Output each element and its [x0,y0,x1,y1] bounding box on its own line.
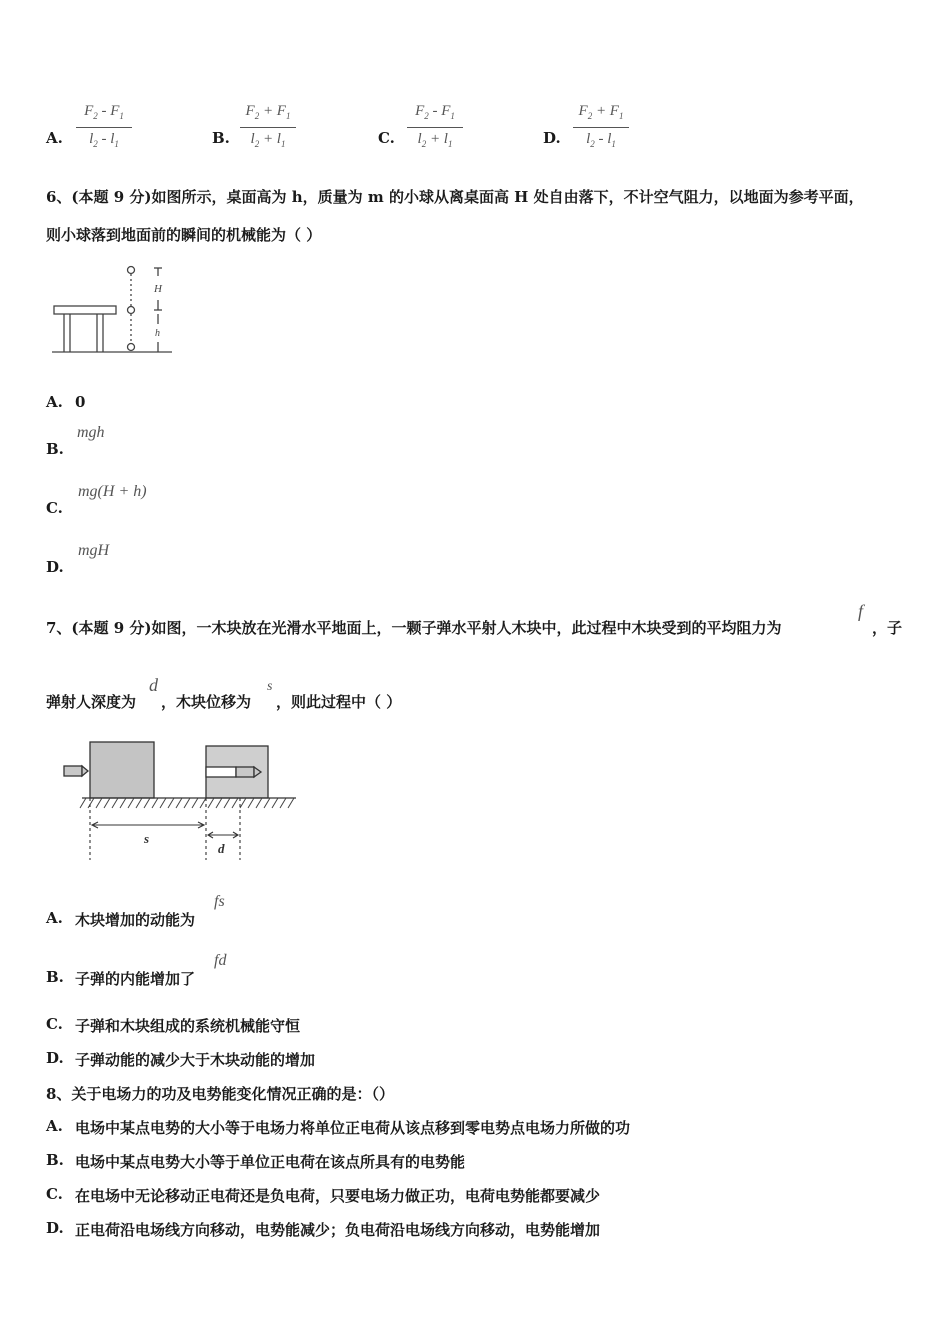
q6-figure-label-H: H [154,283,162,295]
q6-stem-line2: 则小球落到地面前的瞬间的机械能为（ ） [46,226,322,244]
q7-stem-line1: 7、(本题 9 分)如图，一木块放在光滑水平地面上，一颗子弹水平射人木块中，此过程中木块受到的平均阻力为 [46,619,782,637]
q6-figure-table-top [54,306,116,314]
q8-stem: 8、关于电场力的功及电势能变化情况正确的是：（） [46,1085,394,1103]
q6-option-b-label: B. [46,440,64,458]
q5-option-c-numerator: $F_2 - F_1$ [415,103,455,121]
q7-figure-bullet-embedded [236,767,254,777]
q5-option-d-label: D. [543,129,561,147]
q8-option-c-label: C. [46,1185,63,1203]
q6-option-c-label: C. [46,499,63,517]
q5-option-d-fraction [571,102,631,153]
q7-option-a-math: fs [214,893,225,910]
q7-symbol-f: f [858,601,864,621]
q5-option-a-numerator: $F_2 - F_1$ [84,103,124,121]
q6-figure-label-h: h [155,328,160,339]
q6-option-a-text: 0 [75,393,86,411]
q6-figure-table-ball [48,262,174,356]
q7-symbol-d: d [149,675,158,695]
q7-option-b-label: B. [46,968,64,986]
q7-option-a-label: A. [46,909,63,927]
q5-option-c-denominator: $l_2 + l_1$ [417,131,453,149]
q7-option-b-math: fd [214,952,227,969]
q5-option-d-fraction-bar [573,127,629,128]
q6-figure-ball-middle [128,307,135,314]
q5-option-a-denominator: $l_2 - l_1$ [89,131,119,149]
q5-option-b-label: B. [212,129,230,147]
q7-stem-line1-end: ，子 [872,619,903,637]
q7-figure-bullet-block [58,736,302,864]
q6-figure-ball-bottom [128,344,135,351]
q6-stem-line1: 6、(本题 9 分)如图所示，桌面高为 h，质量为 m 的小球从离桌面高 H 处自由落下，不计空气阻力，以地面为参考平面， [46,188,864,206]
q5-option-d-numerator: $F_2 + F_1$ [578,103,624,121]
q7-figure-label-s: s [144,831,150,846]
q5-option-a-fraction [74,102,134,153]
q7-stem-line2-part2: ，木块位移为 [161,693,252,711]
q6-option-a-label: A. [46,393,63,411]
q8-option-a-label: A. [46,1117,63,1135]
q5-option-a-fraction-bar [76,127,132,128]
q7-stem-line2-part3: ，则此过程中（ ） [276,693,402,711]
q6-option-d-label: D. [46,558,64,576]
q5-option-d-denominator: $l_2 - l_1$ [586,131,616,149]
q5-option-b-fraction-bar [240,127,296,128]
q5-option-a-label: A. [46,129,63,147]
q7-option-b-text: 子弹的内能增加了 [75,970,196,988]
q7-option-d-text: 子弹动能的减少大于木块动能的增加 [75,1051,316,1069]
q5-option-b-numerator: $F_2 + F_1$ [245,103,291,121]
q8-option-d-label: D. [46,1219,64,1237]
q5-option-c-fraction [405,102,465,153]
q7-option-d-label: D. [46,1049,64,1067]
q5-option-b-denominator: $l_2 + l_1$ [250,131,286,149]
q8-option-b-text: 电场中某点电势大小等于单位正电荷在该点所具有的电势能 [75,1153,466,1171]
q6-option-d-math: mgH [78,542,110,559]
q7-figure-label-d: d [218,841,225,856]
q5-option-b-fraction [238,102,298,153]
q7-option-c-text: 子弹和木块组成的系统机械能守恒 [75,1017,301,1035]
q7-symbol-s: s [267,679,273,694]
q7-option-c-label: C. [46,1015,63,1033]
q6-option-c-math: mg(H + h) [78,483,147,500]
q6-option-b-math: mgh [77,424,105,441]
q8-option-d-text: 正电荷沿电场线方向移动，电势能减少；负电荷沿电场线方向移动，电势能增加 [75,1221,601,1239]
q8-option-c-text: 在电场中无论移动正电荷还是负电荷，只要电场力做正功，电荷电势能都要减少 [75,1187,601,1205]
q7-figure-bullet-initial [64,766,82,776]
q8-option-a-text: 电场中某点电势的大小等于电场力将单位正电荷从该点移到零电势点电场力所做的功 [75,1119,631,1137]
q7-stem-line2-part1: 弹射人深度为 [46,693,137,711]
q6-figure-ball-top [128,267,135,274]
q7-figure-block-initial [90,742,154,798]
q5-option-c-fraction-bar [407,127,463,128]
q5-option-c-label: C. [378,129,395,147]
q8-option-b-label: B. [46,1151,64,1169]
q7-option-a-text: 木块增加的动能为 [75,911,196,929]
